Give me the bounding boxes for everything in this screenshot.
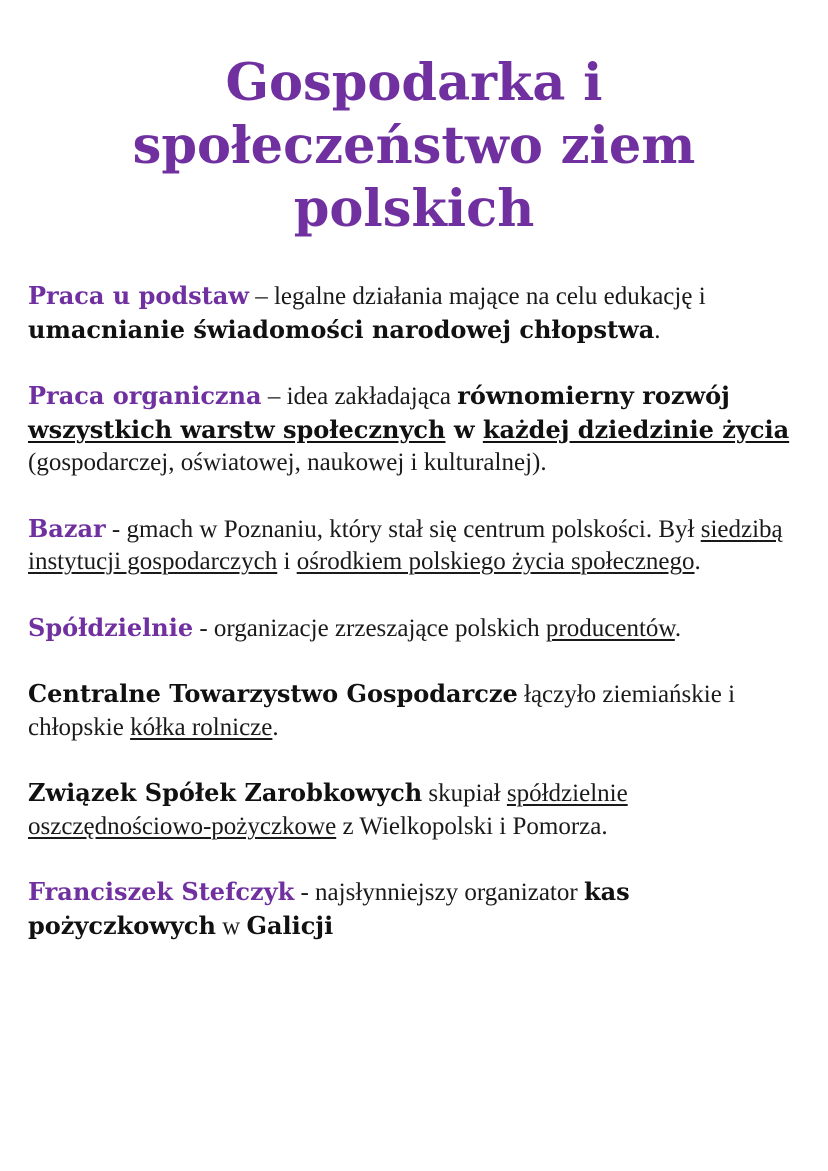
definition-text: z Wielkopolski i Pomorza.	[336, 812, 608, 840]
term: Bazar	[28, 513, 106, 543]
underlined-text: spółdzielnie oszczędnościowo-pożyczkowe	[28, 780, 628, 840]
bold-text: Centralne Towarzystwo Gospodarcze	[28, 679, 518, 708]
underlined-text: ośrodkiem polskiego życia społecznego	[296, 548, 695, 575]
bold-text: w	[445, 414, 483, 444]
bold-text: kas pożyczkowych	[28, 877, 630, 940]
bold-underlined-text: wszystkich warstw społecznych	[28, 414, 446, 444]
definition-text: - gmach w Poznaniu, który stał się centrum polskości. Był	[105, 515, 701, 543]
definition-text: - najsłynniejszy organizator	[294, 879, 584, 906]
definition-praca-organiczna	[28, 380, 800, 480]
definition-zsz	[28, 777, 800, 843]
term: Praca u podstaw	[28, 281, 249, 310]
definition-text: i	[277, 548, 297, 575]
definition-praca-u-podstaw	[28, 280, 800, 347]
bold-underlined-text: każdej dziedzinie życia	[482, 414, 790, 444]
term: Franciszek Stefczyk	[28, 877, 295, 906]
definition-text: .	[674, 614, 682, 642]
bold-text: Galicji	[246, 910, 334, 940]
definition-text: - organizacje zrzeszające polskich	[193, 614, 546, 642]
term: Spółdzielnie	[28, 612, 194, 642]
definition-text: – legalne działania mające na celu edukację i	[248, 283, 706, 310]
page-title	[60, 52, 768, 241]
bold-text: Związek Spółek Zarobkowych	[28, 778, 423, 807]
definition-text: skupiał	[422, 780, 507, 807]
definition-bazar	[28, 513, 800, 579]
title-line: Gospodarka i	[225, 53, 603, 113]
definition-text: w	[215, 912, 247, 940]
definition-text: .	[694, 548, 701, 575]
term: Praca organiczna	[28, 381, 262, 410]
underlined-text: producentów	[545, 614, 675, 642]
document-body	[28, 280, 800, 976]
definition-text: .	[272, 713, 279, 741]
definition-text: – idea zakładająca	[261, 383, 458, 410]
bold-text: równomierny rozwój	[457, 381, 730, 410]
definition-ctg	[28, 678, 800, 744]
underlined-text: siedzibą instytucji gospodarczych	[28, 515, 783, 575]
definition-text: łączyło ziemiańskie i chłopskie	[28, 681, 736, 741]
title-line: społeczeństwo ziem	[132, 116, 696, 176]
definition-text: .	[654, 316, 661, 344]
definition-text: (gospodarczej, oświatowej, naukowej i kulturalnej).	[28, 449, 547, 476]
underlined-text: kółka rolnicze	[130, 713, 273, 741]
definition-spoldzielnie	[28, 612, 800, 646]
title-line: polskich	[293, 179, 535, 239]
bold-text: umacnianie świadomości narodowej chłopstwa	[28, 314, 655, 344]
definition-stefczyk	[28, 876, 800, 943]
